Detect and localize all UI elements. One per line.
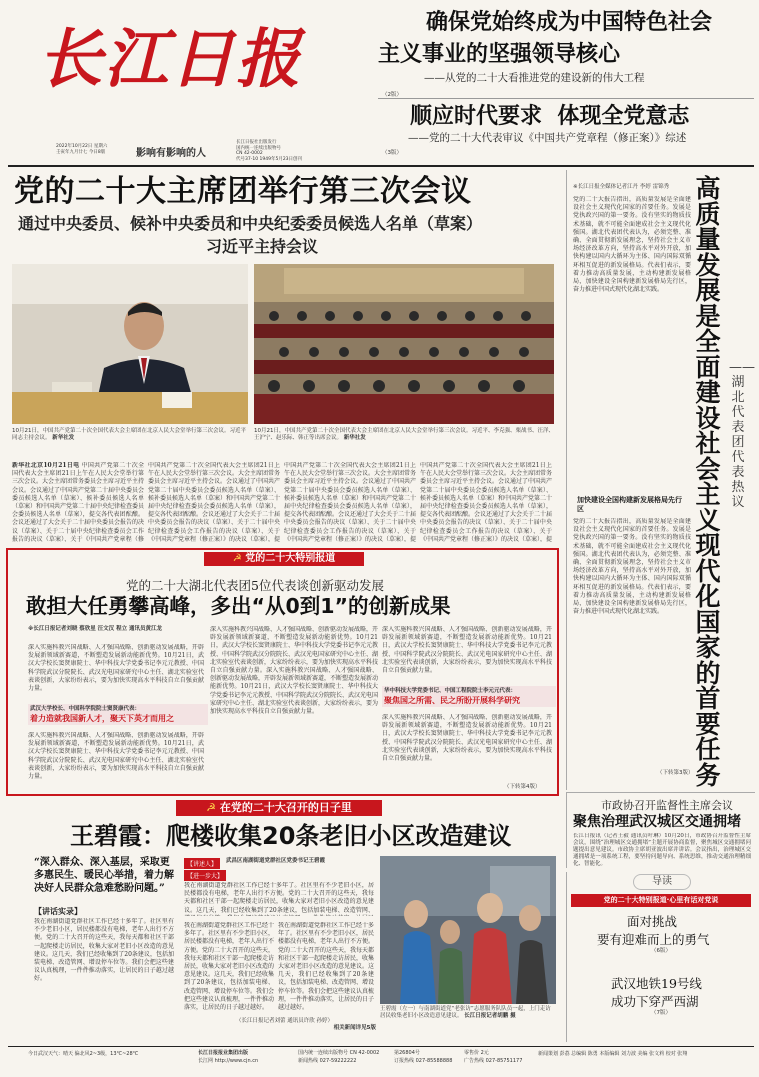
lead-subheadline-2: 习近平主持会议 [206,237,319,256]
masthead-rule [8,165,754,167]
guide-item-2[interactable] [571,966,751,1032]
right-body-2: 党的二十大报告指出，高质量发展是全面建设社会主义现代化国家的首要任务。发展是党执政兴国的第一要务。没有坚实的物质技术基础，就不可能全面建成社会主义现代化强国。湖北代表团代表认为，必须完整、准确、全面贯彻新发展理念，坚持社会主义市场经济改革方向，坚持高水平对外开放，加快构建以国内大循环为主体、国内国际双循环相互促进的新发展格局。代表们表示，要着力推动高质量发展，主动构建新发展格局，加快建设全国构建新发展格局先行区，奋力推进中国式现代化湖北实践。 [573,518,691,616]
top-headline-1-title-2: 主义事业的坚强领导核心 [378,42,621,67]
daily-body-4: 我在南湖街道党群社区工作已经十多年了。社区里有不少老旧小区，居民楼都没有电梯，老年人出行不方便。党的二十大召开的这些天，我每天都和社区干部一起爬楼走访居民，收集大家对老旧小区改造的意见建议。这几天，我们已经收集到了20条建议，包括加装电梯、改造管网、增设停车位等。我们会把这些建议认真梳理，一件件推动落实，让居民的日子越过越好。 [278,922,374,1012]
guide-item-1-line2: 要有迎难而上的勇气 [597,932,710,947]
lead-caption-right: 10月21日，中国共产党第二十次全国代表大会主席团在北京人民大会堂举行第三次会议。习近平、李克强、栗战书、汪洋、王沪宁、赵乐际、韩正等出席会议。 新华社发 [254,428,555,441]
lead-body-col-4: 中国共产党第二十次全国代表大会主席团21日上午在人民大会堂举行第三次会议。大会主席团常务委员会主席习近平主持会议。会议通过了中国共产党第二十届中央委员会委员候选人名单（草案）、候补委员候选人名单（草案）和中国共产党第二十届中央纪律检查委员会委员候选人名单（草案），提交各代表团酝酿。会议还通过了大会关于二十届中央委员会报告的决议（草案）、关于二十届中央纪律检查委员会工作报告的决议（草案）、关于《中国共产党章程（修正案）》的决议（草案），提 [420,462,552,542]
inspection-story[interactable] [566,792,755,868]
special-subhead-2: 华中科技大学党委书记、中国工程院院士李元元代表： 聚焦国之所需、民之所盼开展科学研究 [382,686,556,707]
top-headline-1-title: 确保党始终成为中国特色社会 [426,10,713,35]
daily-banner: ☭ 在党的二十大召开的日子里 [176,800,382,816]
footer-depts: 新闻策划 彭荔 总编辑 陈勇 本版编辑 刘力波 美编 张文莉 校对 张翔 [538,1051,688,1057]
lead-credit-left: 新华社发 [52,435,75,441]
special-banner: ☭ 党的二十大特别报道 [204,552,364,566]
footer-code: 国内统一连续出版物号 CN 42-0002 [298,1050,380,1056]
special-body-2: 深入实施科教兴国战略、人才强国战略、创新驱动发展战略，开辟发展新领域新赛道，不断塑造发展新动能新优势。10月21日，武汉大学校长窦贤康院士、华中科技大学党委书记李元元教授、中国科学院武汉分院院长、武汉光电国家研究中心主任、湖北实验室代表谈创新，大家纷纷表示，要为加快实现高水平科技自立自强贡献力量。 [28,732,204,781]
special-kicker: 党的二十大湖北代表团5位代表谈创新驱动发展 [126,578,384,593]
special-body-4: 深入实施科教兴国战略、人才强国战略、创新驱动发展战略，开辟发展新领域新赛道，不断塑造发展新动能新优势。10月21日，武汉大学校长窦贤康院士、华中科技大学党委书记李元元教授、中国科学院武汉分院院长、武汉光电国家研究中心主任、湖北实验室代表谈创新，大家纷纷表示，要为加快实现高水平科技自立自强贡献力量。 [382,626,552,675]
divider [378,98,754,99]
footer-publisher: 长江日报报业集团出版 [198,1050,249,1056]
daily-photo-caption: 王碧霞（左一）与南湖街道党“老张访”志愿服务队队员一起，上门走访居民收集老旧小区改造意见建议。 长江日报记者胡鹏 摄 [380,1006,551,1019]
footer-phone1: 新闻热线 027-59222222 [298,1058,357,1064]
daily-body-1: 我在南湖街道党群社区工作已经十多年了。社区里有不少老旧小区，居民楼都没有电梯，老年人出行不方便。党的二十大召开的这些天，我每天都和社区干部一起爬楼走访居民，收集大家对老旧小区改造的意见建议。这几天，我们已经收集到了20条建议，包括加装电梯、改造管网、增设停车位等。我们会把这些建议认真梳理，一件件推动落实，让居民的日子越过越好。 [34,918,174,983]
top-headline-2-title: 顺应时代要求 体现全党意志 [410,104,690,129]
guide-item-2-page: （7版） [651,1010,671,1016]
right-mini-head: 加快建设全国构建新发展格局先行区 [577,496,682,513]
daily-tag-2: 【进一步大】 [184,870,226,881]
daily-quote-label: 【讲话实录】 [34,906,82,916]
top-headline-1[interactable] [376,8,754,104]
top-headline-1-sub: ——从党的二十大看推进党的建设新的伟大工程 [424,72,645,84]
footer-rule [8,1046,754,1047]
daily-credit: （长江日报记者刘蕾 通讯员许欣 孙婷） 相关新闻详见5版 [236,1018,376,1031]
right-column-story[interactable] [566,170,755,790]
special-body-1: 深入实施科教兴国战略、人才强国战略、创新驱动发展战略，开辟发展新领域新赛道，不断塑造发展新动能新优势。10月21日，武汉大学校长窦贤康院士、华中科技大学党委书记李元元教授、中国科学院武汉分院院长、武汉光电国家研究中心主任、湖北实验室代表谈创新，大家纷纷表示，要为加快实现高水平科技自立自强贡献力量。 [28,644,204,693]
top-headline-1-page: （2版） [382,92,402,98]
special-byline: ※长江日报记者刘晓 蔡欣星 汪文汉 程立 通讯员黄江龙 [28,626,163,632]
lead-body-col-1: 新华社北京10月21日电 中国共产党第二十次全国代表大会主席团21日上午在人民大会堂举行第三次会议。大会主席团常务委员会主席习近平主持会议。会议通过了中国共产党第二十届中央委员会委员候选人名单（草案）、候补委员候选人名单（草案）和中国共产党第二十届中央纪律检查委员会委员候选人名单（草案），提交各代表团酝酿。会议还通过了大会关于二十届中央委员会报告的决议（草案）、关于二十届中央纪律检查委员会工作报告的决议（草案）、关于《中国共产党章程（修 [12,462,144,542]
guide-item-1-line1: 面对挑战 [627,914,678,929]
community-visit-icon [380,856,556,1004]
lead-photo-left [12,264,248,424]
publication-info: 长江日报社出版发行 国内统一连续出版物号 CN 42-0002 代号37-10 1949年5月23日创刊 [236,140,303,162]
lead-headline: 党的二十大主席团举行第三次会议 [14,174,472,209]
top-headline-2-page: （3版） [382,150,402,156]
party-emblem-icon: ☭ [232,553,242,564]
right-body-1: 党的二十大报告指出，高质量发展是全面建设社会主义现代化国家的首要任务。发展是党执政兴国的第一要务。没有坚实的物质技术基础，就不可能全面建成社会主义现代化强国。湖北代表团代表认为，必须完整、准确、全面贯彻新发展理念，坚持社会主义市场经济改革方向，坚持高水平对外开放，加快构建以国内大循环为主体、国内国际双循环相互促进的新发展格局。代表们表示，要着力推动高质量发展，主动构建新发展格局，加快建设全国构建新发展格局先行区，奋力推进中国式现代化湖北实践。 [573,196,691,294]
footer-site: 长江网 http://www.cjn.cn [198,1058,259,1064]
footer-phone2: 订报热线 027-85588888 [394,1058,453,1064]
guide-item-2-line2: 成功下穿严西湖 [611,994,699,1009]
lead-caption-left: 10月21日，中国共产党第二十次全国代表大会主席团在北京人民大会堂举行第三次会议。习近平同志主持会议。 新华社发 [12,428,247,441]
lead-dateline: 新华社北京10月21日电 [12,462,80,469]
inspection-title: 市政协召开监督性主席会议 [601,799,733,812]
guide-item-1[interactable] [571,894,751,964]
special-end-note: （下转第4版） [504,784,541,790]
daily-photo [380,856,556,1004]
top-headline-2[interactable] [376,102,754,162]
daily-body-3: 我在南湖街道党群社区工作已经十多年了。社区里有不少老旧小区，居民楼都没有电梯，老年人出行不方便。党的二十大召开的这些天，我每天都和社区干部一起爬楼走访居民，收集大家对老旧小区改造的意见建议。这几天，我们已经收集到了20条建议，包括加装电梯、改造管网、增设停车位等。我们会把这些建议认真梳理，一件件推动落实，让居民的日子越过越好。 [184,922,274,1012]
footer [8,1050,754,1072]
lead-photo-right [254,264,554,424]
right-byline: ※长江日报全媒体记者江丹 李婷 雷锦秀 [573,184,670,190]
footer-no: 第26804号 [394,1050,420,1056]
daily-headline: 王碧霞：爬楼收集20条老旧小区改造建议 [70,822,512,850]
daily-body-2: 我在南湖街道党群社区工作已经十多年了。社区里有不少老旧小区，居民楼都没有电梯，老年人出行不方便。党的二十大召开的这些天，我每天都和社区干部一起爬楼走访居民，收集大家对老旧小区改造的意见建议。这几天，我们已经收集到了20条建议，包括加装电梯、改造管网、 [184,882,374,914]
top-headline-2-sub: ——党的二十大代表审议《中国共产党章程（修正案）》综述 [408,132,687,144]
special-body-5: 深入实施科教兴国战略、人才强国战略、创新驱动发展战略，开辟发展新领域新赛道，不断塑造发展新动能新优势。10月21日，武汉大学校长窦贤康院士、华中科技大学党委书记李元元教授、中国科学院武汉分院院长、武汉光电国家研究中心主任、湖北实验室代表谈创新，大家纷纷表示，要为加快实现高水平科技自立自强贡献力量。 [382,714,552,763]
issue-date: 2022年10月22日 星期六 壬寅年九月廿七 今日8版 [56,144,108,155]
guide-box[interactable] [566,872,755,1042]
party-emblem-icon-2: ☭ [206,801,217,814]
inspection-headline: 聚焦治理武汉城区交通拥堵 [573,814,741,830]
assembly-hall-icon [254,264,554,424]
daily-story[interactable] [6,800,559,1040]
slogan: 影响有影响的人 [136,148,206,159]
guide-label: 导读 [633,874,691,890]
guide-item-1-tag: 党的二十大特别报道·心里有话对党说 [571,894,751,907]
lead-body-col-2: 中国共产党第二十次全国代表大会主席团21日上午在人民大会堂举行第三次会议。大会主席团常务委员会主席习近平主持会议。会议通过了中国共产党第二十届中央委员会委员候选人名单（草案）、候补委员候选人名单（草案）和中国共产党第二十届中央纪律检查委员会委员候选人名单（草案），提交各代表团酝酿。会议还通过了大会关于二十届中央委员会报告的决议（草案）、关于二十届中央纪律检查委员会工作报告的决议（草案）、关于《中国共产党章程（修正案）》的决议（草案），提 [148,462,280,542]
right-end-note: （下转第3版） [657,770,694,776]
masthead [8,6,368,162]
lead-credit-right: 新华社发 [343,435,366,441]
daily-kicker: 武昌区南湖街道党群社区党委书记王碧霞 [226,858,326,864]
footer-price: 零售价 2元 [464,1050,489,1056]
special-report-box[interactable] [6,548,559,796]
inspection-body: 长江日报讯（记者王毅 通讯员叶琳）10月20日，市政协召开监督性主席会议，围绕“治理城区交通拥堵”主题开展协商监督，聚焦城区交通拥堵问题提出意见建议。市政协主席胡亚波出席并讲话。会议指出，治理城区交通拥堵是一项系统工程，要坚持问题导向、系统思维，推动交通治理精细化、智能化。 [573,833,751,866]
speaker-figure-icon [12,264,248,424]
footer-phone3: 广告热线 027-85751177 [464,1058,523,1064]
footer-weather: 今日武汉天气：晴天 偏北风2~3级，13℃~28℃ [28,1051,139,1057]
daily-tag-1: 【讲述人】 [184,858,220,869]
daily-photo-credit: 长江日报记者胡鹏 摄 [464,1013,516,1019]
guide-item-2-line1: 武汉地铁19号线 [611,976,702,991]
lead-story[interactable] [8,170,558,545]
right-vertical-sublabel: ——湖北代表团代表热议 [729,360,755,510]
logo: 长江日报 [38,22,302,97]
daily-quote: “深入群众、深入基层，采取更多惠民生、暖民心举措，着力解决好人民群众急难愁盼问题。” [34,857,174,894]
lead-subheadline: 通过中央委员、候补中央委员和中央纪委委员候选人名单（草案） [18,214,483,233]
special-headline: 敢担大任勇攀高峰，多出“从0到1”的创新成果 [26,594,451,618]
right-vertical-headline: 高质量发展是全面建设社会主义现代化国家的首要任务 [695,174,721,790]
special-subhead-1: 武汉大学校长、中国科学院院士窦贤康代表： 着力造就我国新人才，聚天下英才而用之 [28,704,208,725]
special-body-3: 深入实施科教兴国战略、人才强国战略、创新驱动发展战略，开辟发展新领域新赛道，不断塑造发展新动能新优势。10月21日，武汉大学校长窦贤康院士、华中科技大学党委书记李元元教授、中国科学院武汉分院院长、武汉光电国家研究中心主任、湖北实验室代表谈创新，大家纷纷表示，要为加快实现高水平科技自立自强贡献力量。深入实施科教兴国战略、人才强国战略、创新驱动发展战略，开辟发展新领域新赛道，不断塑造发展新动能新优势。10月21日，武汉大学校长窦贤康院士、华中科技大学党委书记李元元教授、中国科学院武汉分院院长、武汉光电国家研究中心主任、湖北实验室代表谈创新，大家纷纷表示，要为加快实现高水平科技自立自强贡献力量。 [210,626,378,716]
guide-item-1-page: （6版） [651,948,671,954]
lead-body-col-3: 中国共产党第二十次全国代表大会主席团21日上午在人民大会堂举行第三次会议。大会主席团常务委员会主席习近平主持会议。会议通过了中国共产党第二十届中央委员会委员候选人名单（草案）、候补委员候选人名单（草案）和中国共产党第二十届中央纪律检查委员会委员候选人名单（草案），提交各代表团酝酿。会议还通过了大会关于二十届中央委员会报告的决议（草案）、关于二十届中央纪律检查委员会工作报告的决议（草案）、关于《中国共产党章程（修正案）》的决议（草案），提 [284,462,416,542]
